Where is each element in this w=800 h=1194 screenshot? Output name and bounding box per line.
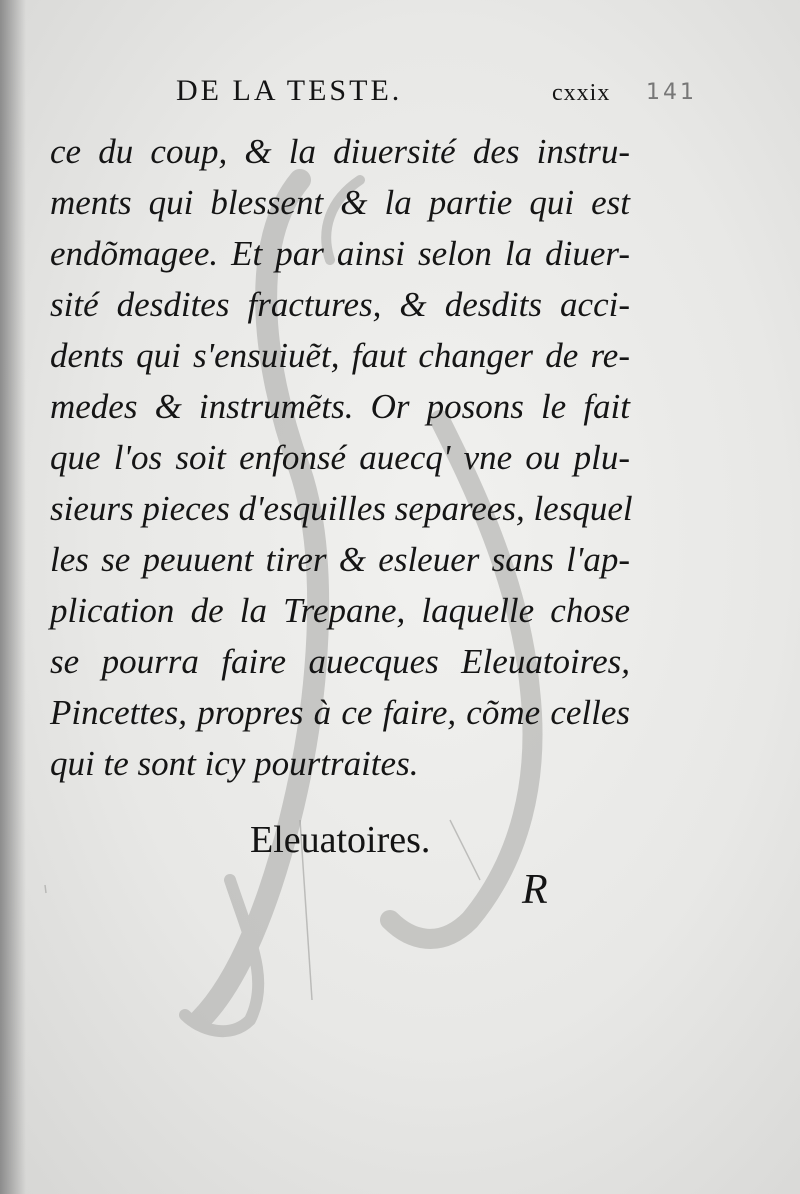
running-head: DE LA TESTE. — [176, 74, 403, 107]
figure-caption: Eleuatoires. — [250, 819, 431, 861]
text-line: ments qui blessent & la partie qui est — [50, 183, 630, 222]
text-line: dents qui s'ensuiuẽt, faut changer de re- — [50, 336, 630, 375]
text-line: endõmagee. Et par ainsi selon la diuer- — [50, 234, 630, 273]
text-line: sieurs pieces d'esquilles separees, lesquel — [50, 489, 633, 528]
folio-number: cxxix — [552, 80, 611, 106]
figure-label: R — [522, 867, 548, 913]
text-line: se pourra faire auecques Eleuatoires, — [50, 642, 630, 681]
text-line: que l'os soit enfonsé auecq' vne ou plu- — [50, 438, 630, 477]
text-line: les se peuuent tirer & esleuer sans l'ap- — [50, 540, 630, 579]
text-line: Pincettes, propres à ce faire, cõme celles — [50, 693, 630, 732]
text-line: sité desdites fractures, & desdits acci- — [50, 285, 630, 324]
body-text — [50, 126, 633, 789]
text-line: plication de la Trepane, laquelle chose — [50, 591, 630, 630]
text-line: qui te sont icy pourtraites. — [50, 744, 419, 783]
pencil-annotation: 141 — [646, 80, 697, 105]
text-line: medes & instrumẽts. Or posons le fait — [50, 387, 630, 426]
text-line: ce du coup, & la diuersité des instru- — [50, 132, 630, 171]
